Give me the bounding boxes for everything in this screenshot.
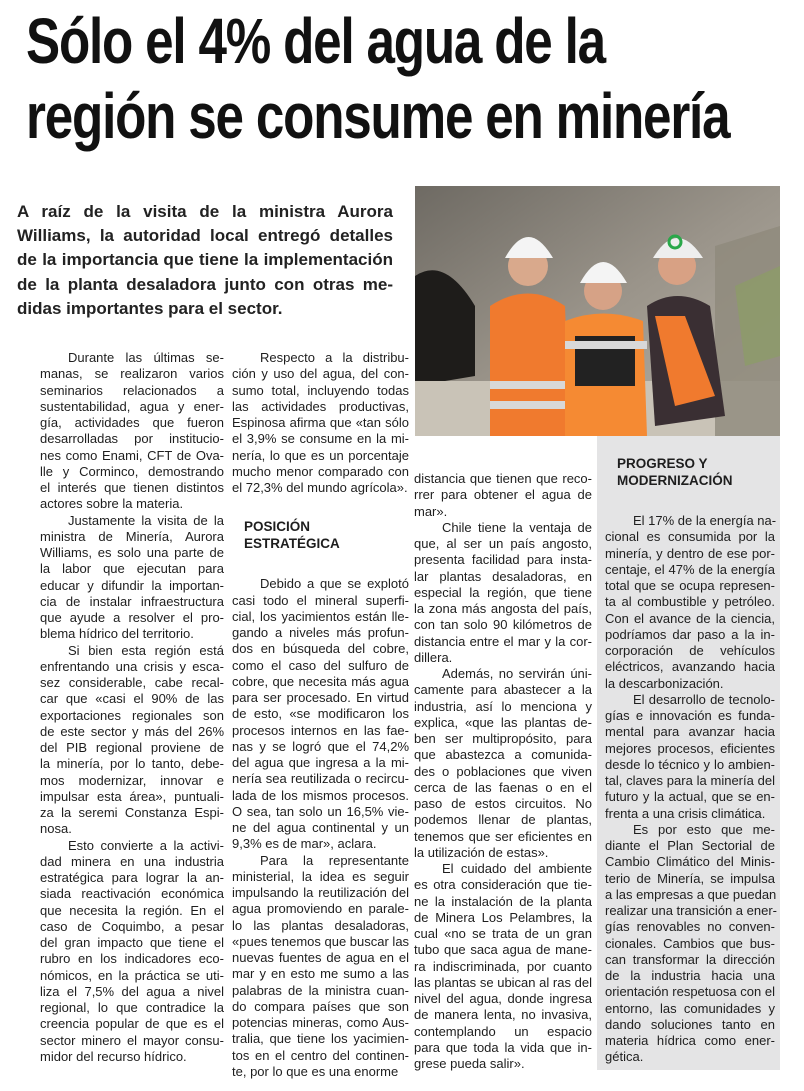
text-line: nería, lo que es un porcentaje bbox=[232, 447, 409, 463]
text-line: gando a niveles más profun- bbox=[232, 625, 409, 640]
text-line: nas y se logró que el 74,2% bbox=[232, 738, 409, 754]
text-line: El cuidado del ambiente bbox=[442, 861, 592, 876]
paragraph bbox=[40, 838, 224, 1066]
text-line: con tan solo 90 kilómetros de bbox=[414, 617, 592, 633]
text-line: corporación de vehículos bbox=[605, 643, 775, 658]
text-line: distancia que tienen que reco- bbox=[414, 471, 592, 486]
text-line: frenta a una crisis climática. bbox=[605, 805, 766, 821]
text-line: tos en el centro del continen- bbox=[232, 1047, 409, 1063]
headline bbox=[26, 4, 746, 154]
text-line: lle y Corminco, demostrando bbox=[40, 463, 224, 479]
text-line: Para la representante bbox=[260, 852, 409, 868]
deck-line: A raíz de la visita de la ministra Aurora bbox=[17, 202, 393, 221]
text-line: do compara países que son bbox=[232, 998, 409, 1014]
text-line: ción y uso del agua, del con- bbox=[232, 366, 409, 382]
text-line: Chile tiene la ventaja de bbox=[442, 519, 592, 535]
text-line: gética. bbox=[605, 1049, 644, 1065]
text-line: mucho menor comparado con bbox=[232, 463, 409, 479]
deck-line: Williams, la autoridad local entregó detalles bbox=[17, 226, 393, 246]
text-line: la labor que ejecutan para bbox=[40, 561, 224, 577]
sidebar-column bbox=[605, 433, 775, 1066]
text-line: ESTRATÉGICA bbox=[244, 536, 340, 552]
text-line: del gran impacto que tiene el bbox=[40, 935, 224, 950]
text-line: como el caso del sulfuro de bbox=[232, 657, 409, 673]
article-photo bbox=[415, 186, 780, 436]
text-line: de Minera Los Pelambres, la bbox=[414, 909, 592, 925]
text-line: gías e innovación es funda- bbox=[605, 708, 775, 723]
text-line: rrer para obtener el agua de bbox=[414, 487, 592, 503]
text-line: sector minero el mayor consu- bbox=[40, 1032, 224, 1048]
text-line: nivel del agua, donde ingresa bbox=[414, 991, 592, 1006]
text-line: dando soluciones tanto en bbox=[605, 1016, 775, 1032]
paragraph bbox=[40, 350, 224, 513]
text-line: industria, así lo menciona y bbox=[414, 698, 592, 714]
text-line: del PIB regional proviene de bbox=[40, 740, 224, 755]
deck-line: de la planta desaladora junto con otras me- bbox=[17, 274, 393, 294]
text-line: Esto convierte a la activi- bbox=[68, 837, 224, 853]
text-line: cional es consumida por la bbox=[605, 529, 775, 545]
text-line: la descarbonización. bbox=[605, 675, 724, 691]
text-line: mejores procesos, eficientes bbox=[605, 740, 775, 756]
column-1 bbox=[40, 350, 224, 1065]
headline-line: región se consume en minería bbox=[26, 80, 730, 152]
text-line: la utilización de estas». bbox=[414, 844, 549, 860]
text-line: eléctricos, avanzando hacia bbox=[605, 659, 775, 675]
text-line: Es por esto que me- bbox=[633, 821, 775, 837]
text-line: tubo que saca agua de mane- bbox=[414, 942, 592, 958]
text-line: que abastezca a comunida- bbox=[414, 747, 592, 763]
text-line: dad minera en una industria bbox=[40, 853, 224, 869]
text-line: podríamos dar paso a la in- bbox=[605, 626, 775, 642]
text-line: tenemos que ser eficientes en bbox=[414, 828, 592, 844]
paragraph bbox=[414, 520, 592, 666]
text-line: manas, se realizaron varios bbox=[40, 366, 224, 382]
text-line: dillera. bbox=[414, 649, 453, 665]
text-line: enfrentando una crisis y esca- bbox=[40, 658, 224, 674]
text-line: Si bien esta región está bbox=[68, 642, 224, 658]
text-line: cial, los yacimientos están lle- bbox=[232, 608, 409, 624]
text-line: Williams, es solo una parte de bbox=[40, 545, 224, 560]
text-line: camente para abastecer a la bbox=[414, 682, 592, 698]
text-line: contemplando un espacio bbox=[414, 1023, 592, 1039]
text-line: nosa. bbox=[40, 821, 72, 837]
deck-line: didas importantes para el sector. bbox=[17, 298, 283, 318]
text-line: mar». bbox=[414, 503, 448, 519]
text-line: Cambio Climático del Minis- bbox=[605, 854, 775, 870]
text-line: ne la instalación de la planta bbox=[414, 893, 592, 909]
text-line: la zona más angosta del país, bbox=[414, 601, 592, 616]
text-line: blema hídrico del territorio. bbox=[40, 626, 194, 642]
text-line: cionales. Cambios que bus- bbox=[605, 935, 775, 951]
text-line: desarrolladas por institucio- bbox=[40, 431, 224, 447]
text-line: sustentabilidad, agua y ener- bbox=[40, 398, 224, 414]
text-line: creencia popular de que es el bbox=[40, 1016, 224, 1032]
section-heading bbox=[232, 518, 409, 552]
text-line: des o poblaciones que viven bbox=[414, 763, 592, 779]
text-line: regional, lo que contradice la bbox=[40, 1000, 224, 1015]
text-line: de esto, «se modificaron los bbox=[232, 706, 409, 722]
deck-line: de la importancia que tiene la implementación bbox=[17, 250, 393, 270]
text-line: ta al combustible y petróleo. bbox=[605, 594, 775, 610]
text-line: impulsar esta área», puntuali- bbox=[40, 788, 224, 804]
text-line: O sea, tan solo un 16,5% vie- bbox=[232, 803, 409, 819]
text-line: terio de Minería, se impulsa bbox=[605, 870, 775, 886]
text-line: ne del agua continental y un bbox=[232, 820, 409, 835]
text-line: za la seremi Constanza Espi- bbox=[40, 805, 224, 820]
paragraph bbox=[414, 471, 592, 520]
article-deck bbox=[17, 200, 393, 321]
text-line: palabras de la ministra cuan- bbox=[232, 982, 409, 998]
text-line: te, por lo que es una enorme bbox=[232, 1063, 399, 1079]
text-line: Durante las últimas se- bbox=[68, 350, 224, 365]
headline-line: Sólo el 4% del agua de la bbox=[26, 5, 605, 77]
text-line: Respecto a la distribu- bbox=[260, 350, 409, 365]
text-line: actores sobre la materia. bbox=[40, 496, 184, 512]
text-line: desde lo técnico y lo ambien- bbox=[605, 756, 775, 772]
text-line: lo las plantas desaladoras, bbox=[232, 917, 409, 933]
text-line: del agua que ingresa a la mi- bbox=[232, 755, 409, 770]
paragraph bbox=[605, 822, 775, 1066]
text-line: presenta facilidad para insta- bbox=[414, 552, 592, 568]
text-line: las plantas se ubican al ras del bbox=[414, 974, 592, 990]
text-line: especial la región, que tiene bbox=[414, 584, 592, 600]
paragraph bbox=[40, 643, 224, 838]
text-line: cerca de las faenas o en el bbox=[414, 779, 592, 795]
paragraph bbox=[232, 350, 409, 496]
text-line: podemos llenar de plantas, bbox=[414, 812, 592, 828]
text-line: PROGRESO Y bbox=[617, 456, 708, 471]
text-line: futuro y la actual, que se en- bbox=[605, 789, 775, 805]
paragraph bbox=[605, 692, 775, 822]
text-line: POSICIÓN bbox=[244, 519, 311, 535]
text-line: cobre, que necesita más agua bbox=[232, 673, 409, 689]
text-line: Debido a que se explotó bbox=[260, 576, 409, 592]
text-line: mental para avanzar hacia bbox=[605, 724, 775, 740]
text-line: nería sea reutilizada o recircu- bbox=[232, 771, 409, 787]
text-line: Con el avance de la ciencia, bbox=[605, 610, 775, 626]
text-line: ministra de Minería, Aurora bbox=[40, 528, 224, 544]
text-line: 9,3% es de mar», aclara. bbox=[232, 836, 377, 852]
paragraph bbox=[232, 576, 409, 852]
text-line: can transformar la dirección bbox=[605, 951, 775, 967]
text-line: cia de instalar infraestructura bbox=[40, 593, 224, 609]
text-line: sez considerable, cabe recal- bbox=[40, 675, 224, 690]
text-line: diante el Plan Sectorial de bbox=[605, 838, 775, 853]
text-line: ministerial, la idea es seguir bbox=[232, 868, 409, 884]
text-line: distancia entre el mar y la cor- bbox=[414, 633, 592, 649]
text-line: siada reactivación económica bbox=[40, 886, 224, 902]
text-line: total que se ocupa represen- bbox=[605, 578, 775, 593]
text-line: MODERNIZACIÓN bbox=[617, 473, 733, 488]
text-line: que, al ser un país angosto, bbox=[414, 536, 592, 551]
text-line: gía, actividades que fueron bbox=[40, 415, 224, 430]
text-line: el 3,9% se consume en la mi- bbox=[232, 431, 409, 447]
text-line: educar y difundir la importan- bbox=[40, 577, 224, 593]
text-line: liza el 7,5% del agua a nivel bbox=[40, 983, 224, 999]
text-line: es otra consideración que tie- bbox=[414, 877, 592, 893]
text-line: mar y en esto me sumo a las bbox=[232, 966, 409, 982]
text-line: tralia, que tiene los yacimien- bbox=[232, 1031, 409, 1047]
text-line: procesos internos en las fae- bbox=[232, 722, 409, 738]
text-line: a las empresas a que puedan bbox=[605, 886, 777, 902]
text-line: gías renovables no conven- bbox=[605, 919, 775, 935]
text-line: dos en búsqueda del cobre, bbox=[232, 641, 409, 657]
text-line: las actividades productivas, bbox=[232, 398, 409, 414]
text-line: orientación respetuosa con el bbox=[605, 984, 775, 1000]
text-line: de la industria hacia una bbox=[605, 968, 775, 983]
paragraph bbox=[414, 861, 592, 1072]
text-line: de este sector y más del 26% bbox=[40, 723, 224, 739]
text-line: impulsando la reutilización del bbox=[232, 885, 409, 900]
text-line: Además, no servirán úni- bbox=[442, 666, 592, 681]
text-line: exportaciones regionales son bbox=[40, 707, 224, 723]
text-line: grese pueda salir». bbox=[414, 1056, 525, 1071]
text-line: nómicos, en la práctica se uti- bbox=[40, 967, 224, 983]
text-line: realizar una transición a ener- bbox=[605, 903, 777, 918]
text-line: paso de estos circuitos. No bbox=[414, 796, 592, 811]
text-line: lar plantas desaladoras, en bbox=[414, 568, 592, 584]
text-line: materia hídrica como ener- bbox=[605, 1033, 775, 1048]
text-line: lada de los mismos procesos. bbox=[232, 787, 409, 803]
text-line: mos modernizar, innovar e bbox=[40, 772, 224, 788]
miners-photo-illustration bbox=[415, 186, 780, 436]
paragraph bbox=[605, 513, 775, 692]
paragraph bbox=[414, 666, 592, 861]
text-line: de manera lenta, no invasiva, bbox=[414, 1007, 592, 1023]
text-line: que ayude a resolver el pro- bbox=[40, 610, 224, 625]
text-line: nes como Enami, CFT de Ova- bbox=[40, 447, 224, 463]
text-line: seminarios relacionados a bbox=[40, 382, 224, 398]
section-heading bbox=[605, 455, 775, 489]
text-line: estratégica para lograr la an- bbox=[40, 870, 224, 885]
text-line: tal, claves para la minería del bbox=[605, 773, 775, 788]
text-line: el 72,3% del mundo agrícola». bbox=[232, 480, 408, 495]
text-line: midor del recurso hídrico. bbox=[40, 1048, 187, 1064]
text-line: que necesita la región. En el bbox=[40, 902, 224, 918]
column-2 bbox=[232, 350, 409, 1080]
text-line: entorno, las comunidades y bbox=[605, 1000, 775, 1016]
text-line: explica, «que las plantas de- bbox=[414, 714, 592, 730]
text-line: caso de Coquimbo, a pesar bbox=[40, 918, 224, 934]
text-line: la minería, por lo tanto, debe- bbox=[40, 756, 224, 772]
text-line: centaje, el 47% de la energía bbox=[605, 561, 775, 577]
paragraph bbox=[40, 513, 224, 643]
column-3 bbox=[414, 471, 592, 1072]
paragraph bbox=[232, 853, 409, 1081]
text-line: para ser procesado. En virtud bbox=[232, 690, 409, 705]
text-line: El 17% de la energía na- bbox=[633, 513, 777, 528]
text-line: sumo total, incluyendo todas bbox=[232, 382, 409, 398]
text-line: ra indiscriminada, por cuanto bbox=[414, 958, 592, 974]
text-line: Espinosa afirma que «tan sólo bbox=[232, 415, 409, 430]
text-line: rubro en los indicadores eco- bbox=[40, 951, 224, 967]
text-line: car que «casi el 90% de las bbox=[40, 691, 224, 707]
text-line: para que toda la vida que in- bbox=[414, 1039, 592, 1055]
text-line: «pues tenemos que buscar las bbox=[232, 933, 410, 949]
text-line: ben ser multipropósito, para bbox=[414, 731, 592, 746]
text-line: el interés que tienen distintos bbox=[40, 480, 224, 495]
text-line: minería, y dentro de ese por- bbox=[605, 545, 775, 561]
text-line: Justamente la visita de la bbox=[68, 512, 224, 528]
text-line: agua promoviendo en parale- bbox=[232, 901, 409, 917]
text-line: El desarrollo de tecnolo- bbox=[633, 691, 775, 707]
text-line: potencias mineras, como Aus- bbox=[232, 1015, 409, 1030]
text-line: casi todo el mineral superfi- bbox=[232, 592, 409, 608]
text-line: nuevas fuentes de agua en el bbox=[232, 950, 409, 965]
text-line: cual «no se trata de un gran bbox=[414, 926, 592, 941]
